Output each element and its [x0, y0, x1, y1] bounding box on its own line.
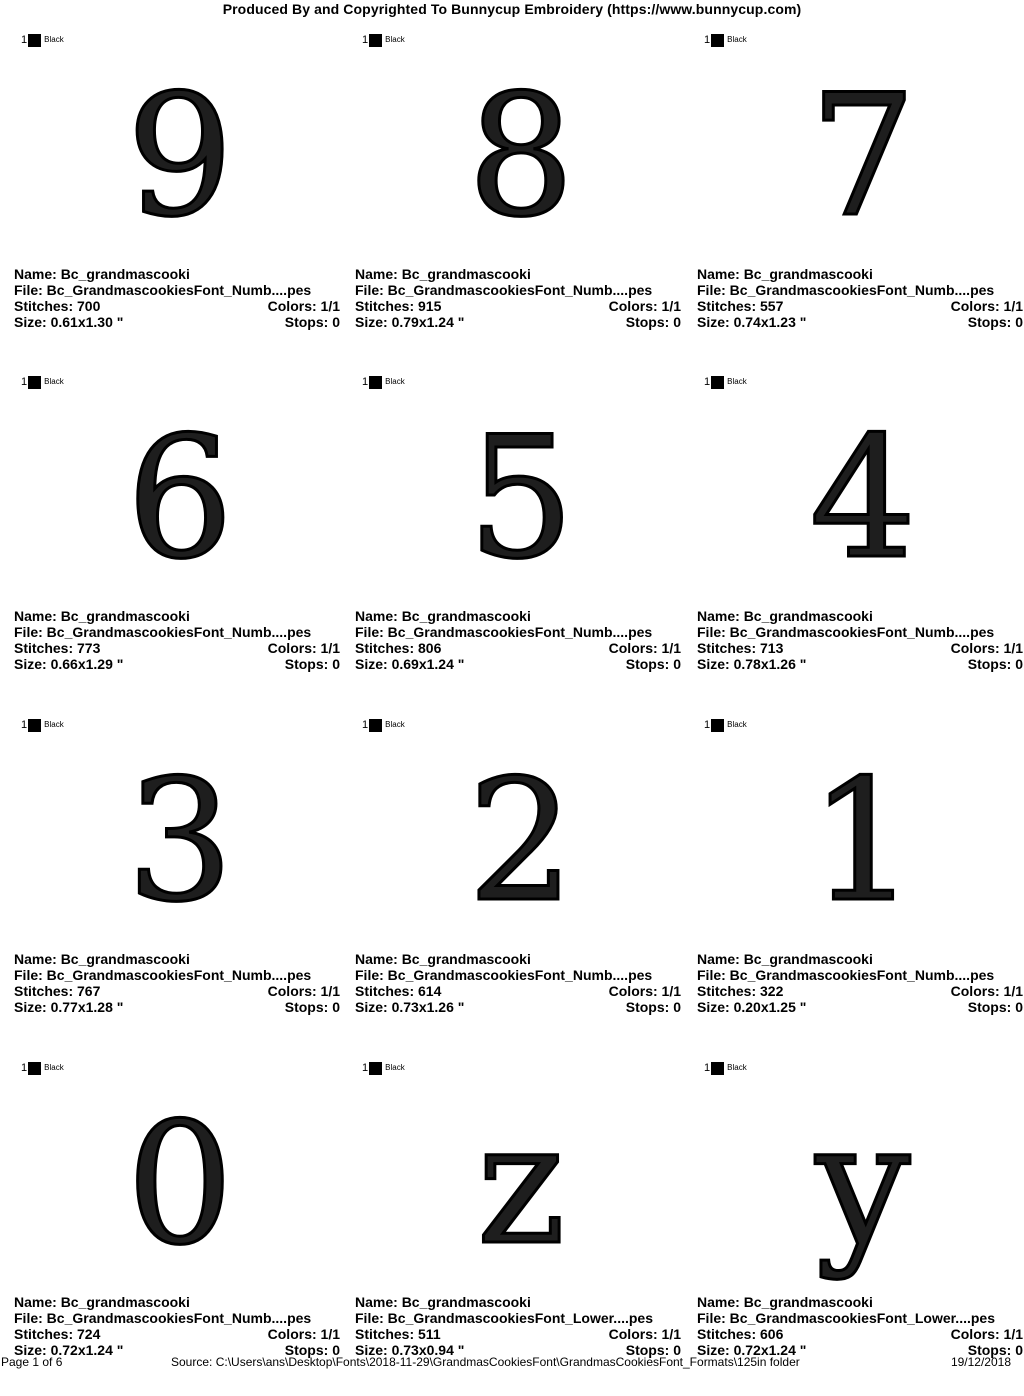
colors-value: Colors: 1/1: [950, 1326, 1023, 1342]
print-date: 19/12/2018: [950, 1355, 1011, 1369]
thread-color-legend: [704, 718, 747, 732]
info-row-size: [14, 999, 340, 1015]
info-row-file: [697, 1310, 1023, 1326]
page-header: Produced By and Copyrighted To Bunnycup Embroidery (https://www.bunnycup.com): [222, 1, 802, 17]
stops-value: Stops: 0: [625, 314, 681, 330]
colors-value: Colors: 1/1: [608, 640, 681, 656]
info-row-file: [697, 282, 1023, 298]
file-value: File: Bc_GrandmascookiesFont_Numb....pes: [355, 282, 653, 298]
embroidery-preview: [421, 58, 621, 258]
design-card-5[interactable]: [355, 370, 687, 710]
colors-value: Colors: 1/1: [267, 298, 340, 314]
thread-color-swatch: [369, 34, 382, 47]
info-row-stitches: [697, 983, 1023, 999]
size-value: Size: 0.72x1.24 ": [697, 1342, 807, 1358]
embroidered-glyph: 0: [126, 1086, 234, 1282]
info-row-size: [697, 656, 1023, 672]
name-value: Name: Bc_grandmascooki: [697, 951, 873, 967]
name-value: Name: Bc_grandmascooki: [14, 951, 190, 967]
info-row-size: [355, 999, 681, 1015]
info-row-name: [355, 1294, 681, 1310]
info-row-stitches: [697, 298, 1023, 314]
thread-color-swatch: [369, 1062, 382, 1075]
info-row-file: [355, 282, 681, 298]
source-path: Source: C:\Users\ans\Desktop\Fonts\2018-11-29\GrandmasCookiesFont\GrandmasCookiesFont_Formats\125in folder: [171, 1355, 800, 1369]
thread-color-swatch: [711, 34, 724, 47]
stitches-value: Stitches: 767: [14, 983, 101, 999]
size-value: Size: 0.20x1.25 ": [697, 999, 807, 1015]
file-value: File: Bc_GrandmascookiesFont_Lower....pes: [697, 1310, 995, 1326]
stitches-value: Stitches: 557: [697, 298, 784, 314]
thread-name: Black: [385, 720, 405, 729]
design-card-7[interactable]: [14, 713, 346, 1053]
embroidered-glyph: 4: [809, 400, 917, 596]
embroidered-glyph: 7: [809, 58, 917, 254]
name-value: Name: Bc_grandmascooki: [697, 1294, 873, 1310]
info-row-name: [355, 266, 681, 282]
embroidered-glyph: 9: [126, 58, 234, 254]
size-value: Size: 0.72x1.24 ": [14, 1342, 124, 1358]
thread-index: 1: [21, 1062, 28, 1074]
size-value: Size: 0.77x1.28 ": [14, 999, 124, 1015]
info-row-name: [14, 608, 340, 624]
file-value: File: Bc_GrandmascookiesFont_Numb....pes: [697, 624, 995, 640]
thread-color-legend: [362, 718, 405, 732]
thread-index: 1: [21, 376, 28, 388]
info-row-stitches: [14, 983, 340, 999]
info-row-stitches: [697, 640, 1023, 656]
stops-value: Stops: 0: [284, 1342, 340, 1358]
thread-color-legend: [362, 33, 405, 47]
file-value: File: Bc_GrandmascookiesFont_Numb....pes: [355, 967, 653, 983]
colors-value: Colors: 1/1: [267, 1326, 340, 1342]
file-value: File: Bc_GrandmascookiesFont_Lower....pes: [355, 1310, 653, 1326]
thread-color-legend: [21, 718, 64, 732]
info-row-size: [14, 656, 340, 672]
info-row-name: [355, 608, 681, 624]
thread-index: 1: [362, 376, 369, 388]
thread-name: Black: [385, 377, 405, 386]
stops-value: Stops: 0: [625, 1342, 681, 1358]
thread-color-swatch: [28, 376, 41, 389]
info-row-stitches: [14, 1326, 340, 1342]
page-number: Page 1 of 6: [1, 1355, 63, 1369]
thread-color-swatch: [369, 376, 382, 389]
info-row-stitches: [355, 983, 681, 999]
size-value: Size: 0.78x1.26 ": [697, 656, 807, 672]
stops-value: Stops: 0: [625, 999, 681, 1015]
file-value: File: Bc_GrandmascookiesFont_Numb....pes: [697, 282, 995, 298]
design-card-11[interactable]: [355, 1056, 687, 1396]
thread-index: 1: [704, 34, 711, 46]
info-row-file: [355, 967, 681, 983]
stitches-value: Stitches: 724: [14, 1326, 101, 1342]
thread-color-swatch: [369, 719, 382, 732]
file-value: File: Bc_GrandmascookiesFont_Numb....pes: [355, 624, 653, 640]
thread-color-swatch: [28, 34, 41, 47]
design-info: [697, 1294, 1023, 1358]
thread-color-legend: [21, 375, 64, 389]
thread-index: 1: [362, 34, 369, 46]
stitches-value: Stitches: 700: [14, 298, 101, 314]
thread-name: Black: [727, 1063, 747, 1072]
design-info: [355, 951, 681, 1015]
thread-color-swatch: [711, 376, 724, 389]
thread-index: 1: [704, 1062, 711, 1074]
embroidery-preview: [80, 58, 280, 258]
page-footer: [0, 1354, 1024, 1370]
size-value: Size: 0.73x1.26 ": [355, 999, 465, 1015]
info-row-name: [697, 951, 1023, 967]
info-row-size: [14, 314, 340, 330]
thread-name: Black: [727, 377, 747, 386]
embroidered-glyph: z: [476, 1086, 566, 1282]
embroidered-glyph: 1: [809, 743, 917, 939]
stitches-value: Stitches: 322: [697, 983, 784, 999]
info-row-name: [697, 1294, 1023, 1310]
thread-index: 1: [21, 719, 28, 731]
design-card-10[interactable]: [14, 1056, 346, 1396]
thread-color-swatch: [711, 719, 724, 732]
thread-index: 1: [704, 719, 711, 731]
info-row-file: [697, 624, 1023, 640]
thread-color-legend: [21, 33, 64, 47]
name-value: Name: Bc_grandmascooki: [697, 608, 873, 624]
thread-index: 1: [704, 376, 711, 388]
embroidery-preview: [421, 1086, 621, 1286]
thread-index: 1: [21, 34, 28, 46]
info-row-name: [697, 608, 1023, 624]
size-value: Size: 0.61x1.30 ": [14, 314, 124, 330]
thread-color-legend: [362, 1061, 405, 1075]
name-value: Name: Bc_grandmascooki: [355, 608, 531, 624]
info-row-name: [697, 266, 1023, 282]
design-info: [355, 1294, 681, 1358]
info-row-name: [355, 951, 681, 967]
embroidery-preview: [763, 743, 963, 943]
file-value: File: Bc_GrandmascookiesFont_Numb....pes: [14, 282, 312, 298]
stops-value: Stops: 0: [967, 999, 1023, 1015]
name-value: Name: Bc_grandmascooki: [355, 951, 531, 967]
thread-name: Black: [44, 377, 64, 386]
stitches-value: Stitches: 773: [14, 640, 101, 656]
info-row-stitches: [355, 640, 681, 656]
info-row-file: [697, 967, 1023, 983]
file-value: File: Bc_GrandmascookiesFont_Numb....pes: [14, 967, 312, 983]
info-row-name: [14, 951, 340, 967]
design-card-1[interactable]: [14, 28, 346, 368]
name-value: Name: Bc_grandmascooki: [14, 266, 190, 282]
stops-value: Stops: 0: [967, 1342, 1023, 1358]
info-row-file: [355, 624, 681, 640]
stitches-value: Stitches: 713: [697, 640, 784, 656]
colors-value: Colors: 1/1: [608, 298, 681, 314]
embroidered-glyph: 5: [467, 400, 575, 596]
name-value: Name: Bc_grandmascooki: [14, 1294, 190, 1310]
info-row-size: [697, 314, 1023, 330]
colors-value: Colors: 1/1: [267, 640, 340, 656]
design-info: [14, 1294, 340, 1358]
stitches-value: Stitches: 606: [697, 1326, 784, 1342]
info-row-file: [14, 282, 340, 298]
stops-value: Stops: 0: [967, 314, 1023, 330]
thread-color-legend: [21, 1061, 64, 1075]
stops-value: Stops: 0: [967, 656, 1023, 672]
thread-name: Black: [385, 1063, 405, 1072]
info-row-stitches: [14, 640, 340, 656]
thread-color-swatch: [28, 719, 41, 732]
info-row-file: [14, 624, 340, 640]
thread-name: Black: [44, 720, 64, 729]
colors-value: Colors: 1/1: [267, 983, 340, 999]
size-value: Size: 0.66x1.29 ": [14, 656, 124, 672]
embroidery-preview: [763, 400, 963, 600]
thread-index: 1: [362, 1062, 369, 1074]
stops-value: Stops: 0: [625, 656, 681, 672]
design-info: [697, 266, 1023, 330]
thread-color-swatch: [28, 1062, 41, 1075]
thread-name: Black: [44, 35, 64, 44]
colors-value: Colors: 1/1: [950, 298, 1023, 314]
thread-color-swatch: [711, 1062, 724, 1075]
name-value: Name: Bc_grandmascooki: [14, 608, 190, 624]
design-info: [14, 266, 340, 330]
embroidery-preview: [763, 58, 963, 258]
file-value: File: Bc_GrandmascookiesFont_Numb....pes: [14, 1310, 312, 1326]
embroidered-glyph: 2: [467, 743, 575, 939]
stops-value: Stops: 0: [284, 999, 340, 1015]
info-row-size: [355, 314, 681, 330]
info-row-size: [697, 999, 1023, 1015]
design-info: [355, 266, 681, 330]
info-row-stitches: [355, 1326, 681, 1342]
embroidery-preview: [763, 1086, 963, 1286]
embroidered-glyph: 6: [126, 400, 234, 596]
design-info: [697, 951, 1023, 1015]
thread-color-legend: [704, 33, 747, 47]
thread-index: 1: [362, 719, 369, 731]
design-info: [14, 951, 340, 1015]
file-value: File: Bc_GrandmascookiesFont_Numb....pes: [697, 967, 995, 983]
colors-value: Colors: 1/1: [608, 983, 681, 999]
design-info: [697, 608, 1023, 672]
colors-value: Colors: 1/1: [950, 983, 1023, 999]
design-card-2[interactable]: [355, 28, 687, 368]
stops-value: Stops: 0: [284, 314, 340, 330]
thread-color-legend: [704, 375, 747, 389]
info-row-file: [14, 967, 340, 983]
size-value: Size: 0.73x0.94 ": [355, 1342, 465, 1358]
design-info: [14, 608, 340, 672]
thread-color-legend: [704, 1061, 747, 1075]
size-value: Size: 0.74x1.23 ": [697, 314, 807, 330]
design-card-9[interactable]: [697, 713, 1024, 1053]
size-value: Size: 0.69x1.24 ": [355, 656, 465, 672]
info-row-name: [14, 1294, 340, 1310]
name-value: Name: Bc_grandmascooki: [697, 266, 873, 282]
colors-value: Colors: 1/1: [950, 640, 1023, 656]
info-row-name: [14, 266, 340, 282]
stitches-value: Stitches: 511: [355, 1326, 441, 1342]
thread-name: Black: [385, 35, 405, 44]
thread-name: Black: [44, 1063, 64, 1072]
design-card-8[interactable]: [355, 713, 687, 1053]
stitches-value: Stitches: 614: [355, 983, 442, 999]
design-info: [355, 608, 681, 672]
info-row-file: [14, 1310, 340, 1326]
stops-value: Stops: 0: [284, 656, 340, 672]
design-card-3[interactable]: [697, 28, 1024, 368]
size-value: Size: 0.79x1.24 ": [355, 314, 465, 330]
file-value: File: Bc_GrandmascookiesFont_Numb....pes: [14, 624, 312, 640]
embroidery-preview: [421, 743, 621, 943]
stitches-value: Stitches: 915: [355, 298, 442, 314]
embroidery-preview: [80, 743, 280, 943]
embroidered-glyph: y: [815, 1086, 911, 1282]
name-value: Name: Bc_grandmascooki: [355, 266, 531, 282]
name-value: Name: Bc_grandmascooki: [355, 1294, 531, 1310]
info-row-file: [355, 1310, 681, 1326]
stitches-value: Stitches: 806: [355, 640, 442, 656]
colors-value: Colors: 1/1: [608, 1326, 681, 1342]
thread-color-legend: [362, 375, 405, 389]
design-card-12[interactable]: [697, 1056, 1024, 1396]
thread-name: Black: [727, 35, 747, 44]
thread-name: Black: [727, 720, 747, 729]
info-row-size: [355, 656, 681, 672]
embroidered-glyph: 3: [126, 743, 234, 939]
embroidered-glyph: 8: [467, 58, 575, 254]
info-row-stitches: [14, 298, 340, 314]
embroidery-preview: [80, 400, 280, 600]
info-row-stitches: [697, 1326, 1023, 1342]
design-card-6[interactable]: [697, 370, 1024, 710]
embroidery-preview: [80, 1086, 280, 1286]
design-card-4[interactable]: [14, 370, 346, 710]
embroidery-preview: [421, 400, 621, 600]
info-row-stitches: [355, 298, 681, 314]
